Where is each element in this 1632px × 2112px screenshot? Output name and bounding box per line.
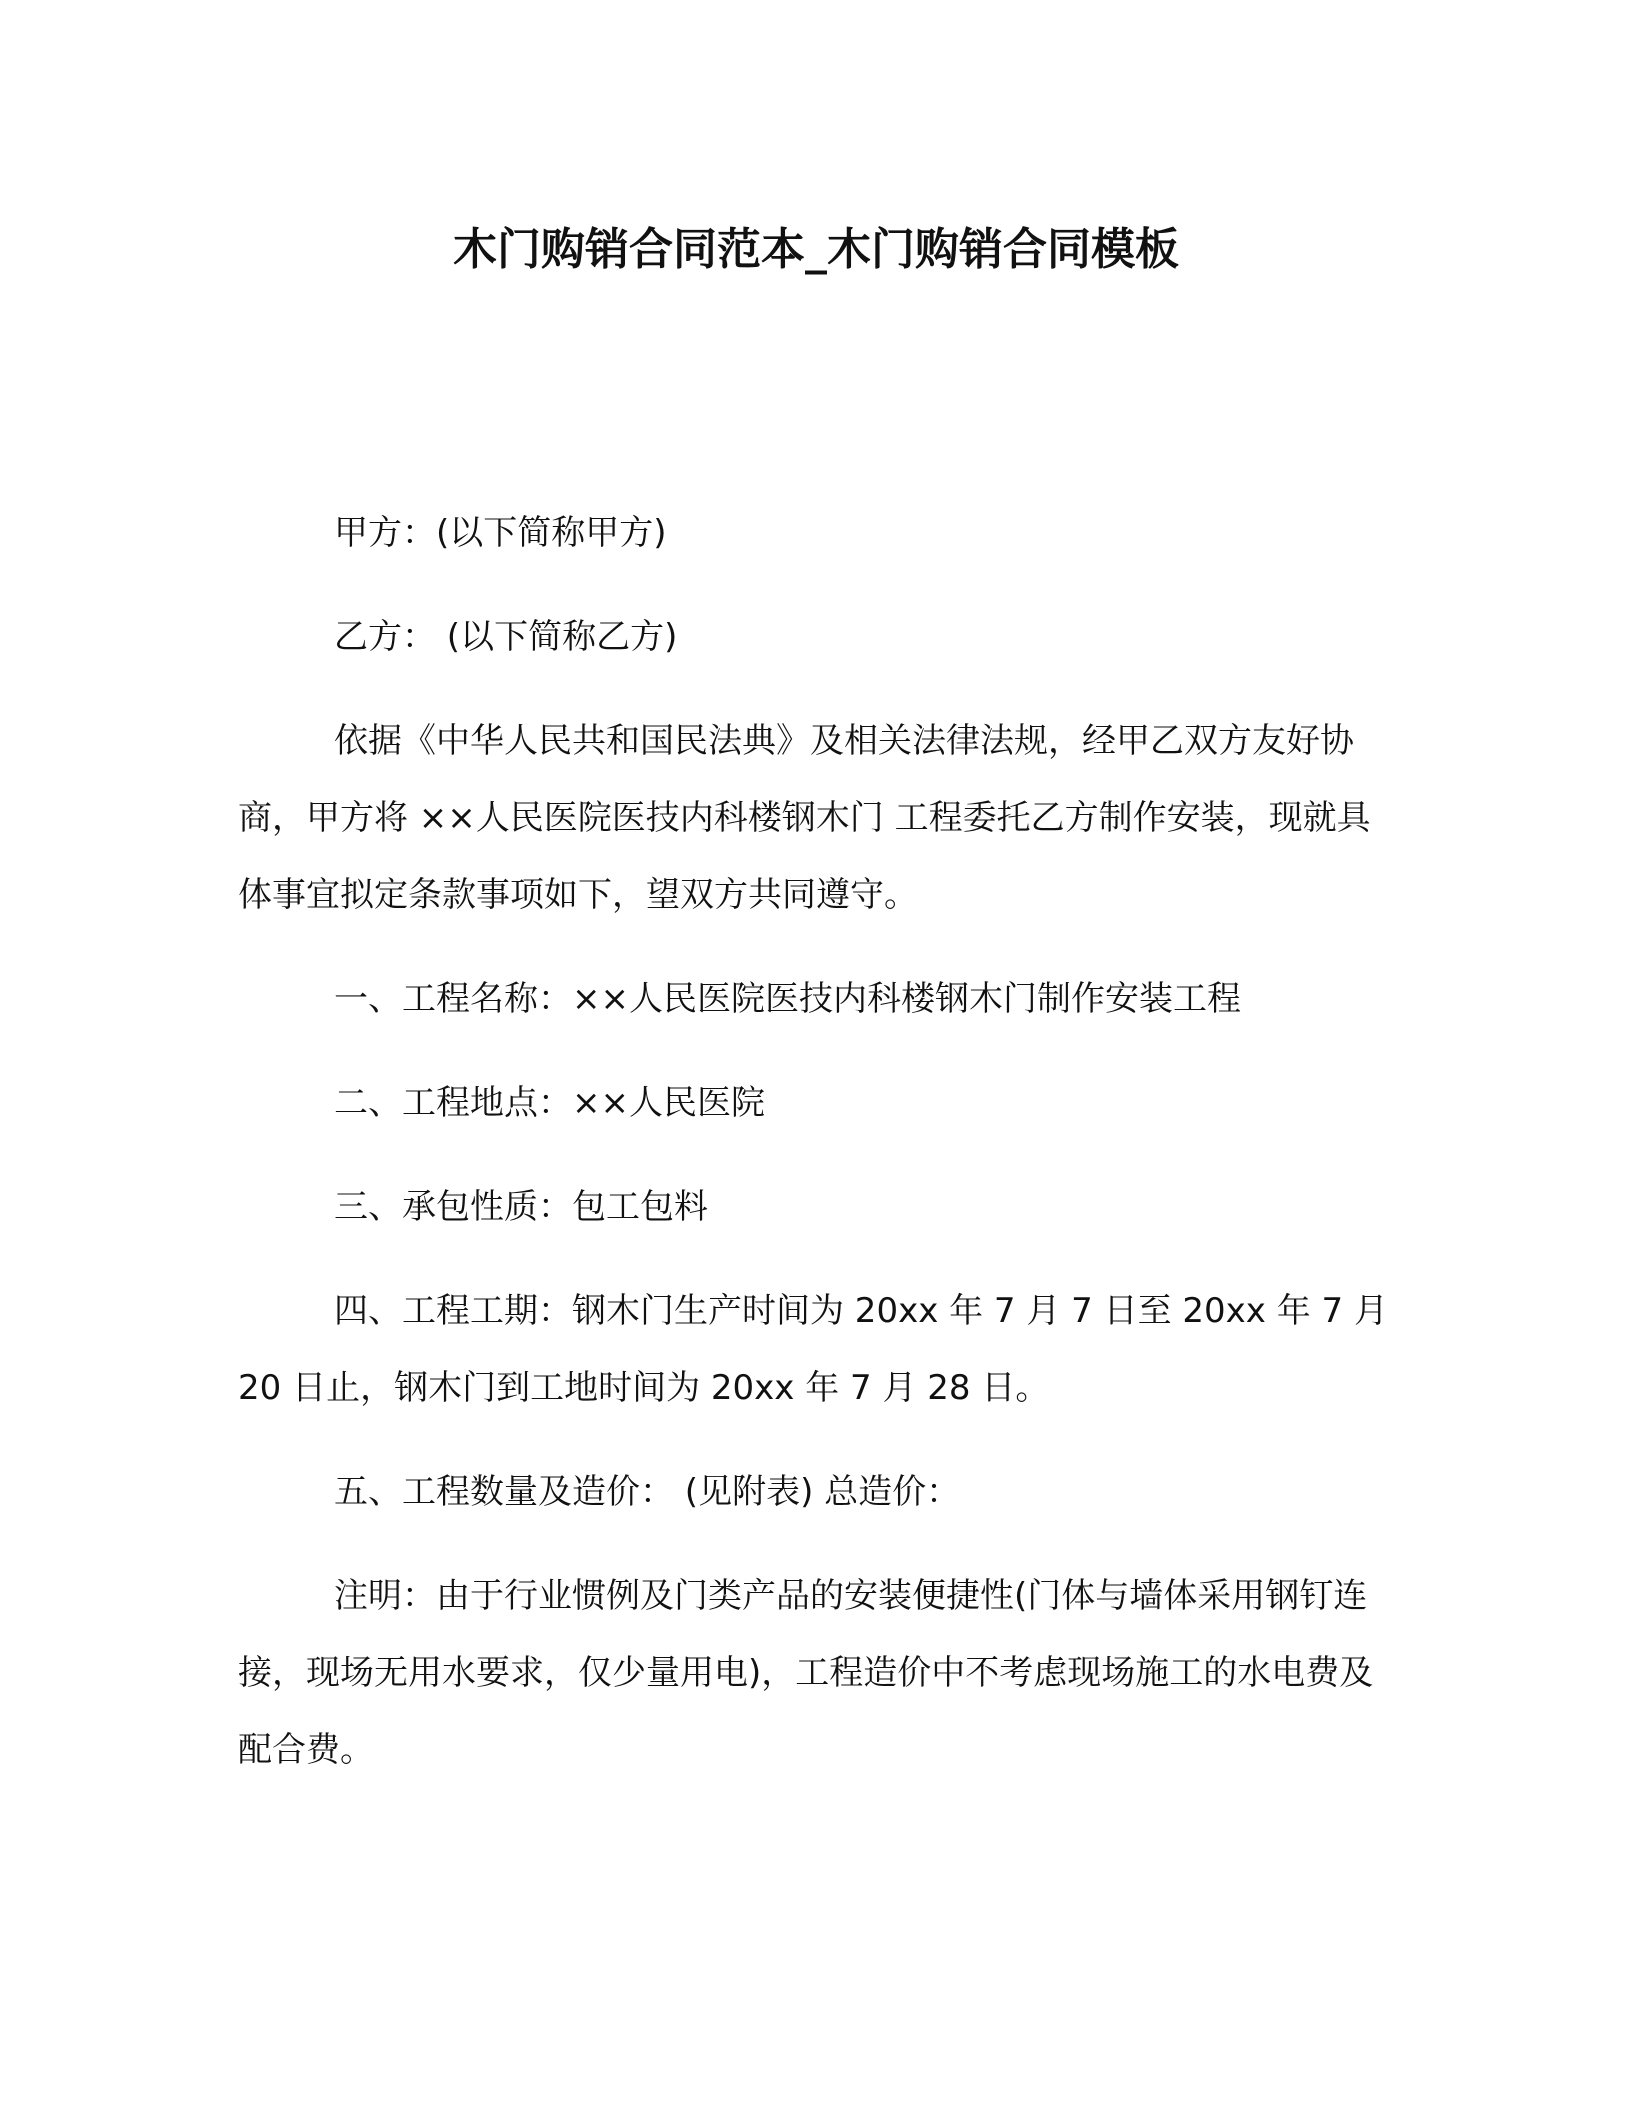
clause-project-name: 一、工程名称：××人民医院医技内科楼钢木门制作安装工程 [334,979,1241,1019]
preamble-paragraph: 依据《中华人民共和国民法典》及相关法律法规，经甲乙双方友好协商，甲方将 ××人民医院医技内科楼钢木门 工程委托乙方制作安装，现就具体事宜拟定条款事项如下，望双方共同遵守。 [238,721,1371,915]
clause-schedule: 四、工程工期：钢木门生产时间为 20xx 年 7 月 7 日至 20xx 年 7 月 20 日止，钢木门到工地时间为 20xx 年 7 月 28 日。 [238,1291,1388,1408]
party-b-line: 乙方： (以下简称乙方) [334,617,678,657]
document-body [238,495,1398,1816]
party-a-line: 甲方：(以下简称甲方) [334,513,667,553]
document-title: 木门购销合同范本_木门购销合同模板 [453,224,1179,275]
clause-quantity-price: 五、工程数量及造价： (见附表) 总造价： [334,1472,961,1512]
clause-contract-type: 三、承包性质：包工包料 [334,1187,708,1227]
clause-project-location: 二、工程地点：××人民医院 [334,1083,765,1123]
note-paragraph: 注明：由于行业惯例及门类产品的安装便捷性(门体与墙体采用钢钉连接，现场无用水要求，仅少量用电)，工程造价中不考虑现场施工的水电费及配合费。 [238,1576,1374,1770]
